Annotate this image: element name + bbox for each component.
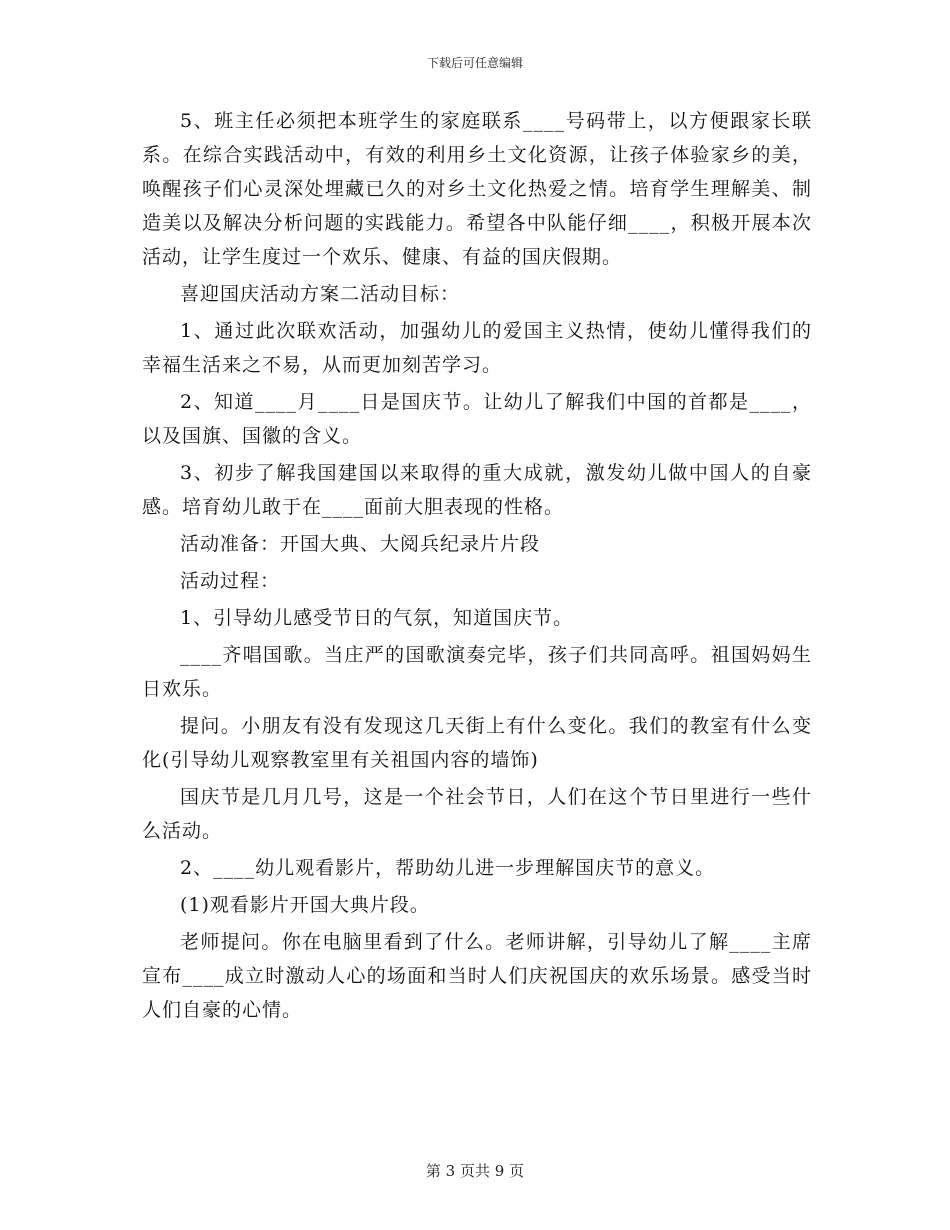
paragraph: (1)观看影片开国大典片段。	[180, 894, 430, 916]
paragraph: 2、知道____月____日是国庆节。让幼儿了解我们中国的首都是____，以及国旗、国徽的含义。	[142, 391, 812, 447]
paragraph: 2、____幼儿观看影片，帮助幼儿进一步理解国庆节的意义。	[180, 857, 716, 879]
paragraph: 3、初步了解我国建国以来取得的重大成就，激发幼儿做中国人的自豪感。培育幼儿敢于在____面前大胆表现的性格。	[142, 462, 812, 518]
paragraph: 活动准备：开国大典、大阅兵纪录片片段	[180, 533, 541, 555]
page-header: 下载后可任意编辑	[426, 56, 523, 70]
paragraph: ____齐唱国歌。当庄严的国歌演奏完毕，孩子们共同高呼。祖国妈妈生日欢乐。	[142, 644, 812, 700]
paragraph: 国庆节是几月几号，这是一个社会节日，人们在这个节日里进行一些什么活动。	[142, 786, 812, 842]
paragraph: 喜迎国庆活动方案二活动目标：	[180, 283, 461, 305]
paragraph: 5、班主任必须把本班学生的家庭联系____号码带上，以方便跟家长联系。在综合实践活动中，有效的利用乡土文化资源，让孩子体验家乡的美，唤醒孩子们心灵深处埋藏已久的对乡土文化热爱之情。培育学生理解美、制造美以及解决分析问题的实践能力。希望各中队能仔细____，积极开展本次活动，让学生度过一个欢乐、健康、有益的国庆假期。	[142, 110, 812, 268]
page-footer: 第 3 页共 9 页	[425, 1162, 525, 1180]
paragraph: 活动过程：	[180, 570, 281, 592]
paragraph: 提问。小朋友有没有发现这几天街上有什么变化。我们的教室有什么变化(引导幼儿观察教室里有关祖国内容的墙饰)	[142, 715, 812, 771]
paragraph: 1、引导幼儿感受节日的气氛，知道国庆节。	[180, 607, 574, 629]
document-body	[142, 104, 812, 1030]
paragraph: 1、通过此次联欢活动，加强幼儿的爱国主义热情，使幼儿懂得我们的幸福生活来之不易，从而更加刻苦学习。	[142, 320, 812, 376]
paragraph: 老师提问。你在电脑里看到了什么。老师讲解，引导幼儿了解____主席宣布____成立时激动人心的场面和当时人们庆祝国庆的欢乐场景。感受当时人们自豪的心情。	[142, 931, 812, 1021]
